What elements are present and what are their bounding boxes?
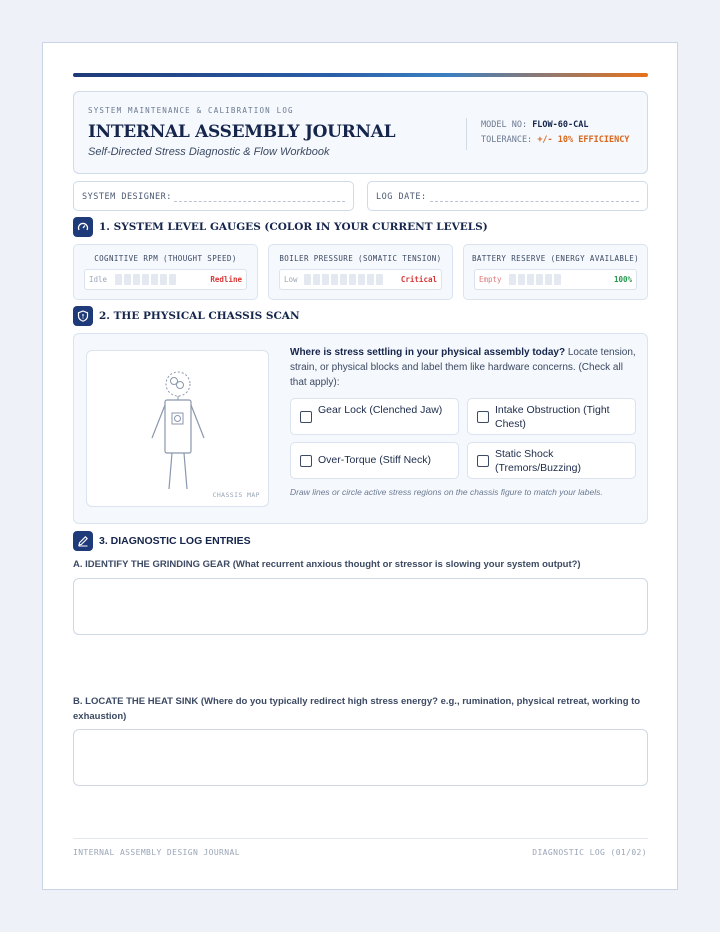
checkbox-intake-obstruction[interactable] [467,398,636,435]
chassis-scan-panel [73,333,648,524]
journal-header [73,91,648,174]
gauge-title: BOILER PRESSURE (SOMATIC TENSION) [279,254,442,263]
checkbox-over-torque[interactable] [290,442,459,479]
gauge-high-label: Critical [400,275,437,284]
journal-page [42,42,678,890]
gauge-cells [509,274,561,285]
checkbox-label: Static Shock (Tremors/Buzzing) [495,448,581,474]
checkbox-label: Gear Lock (Clenched Jaw) [318,404,443,416]
chassis-map[interactable] [86,350,269,507]
shield-icon [73,306,93,326]
section-3-title: 3. DIAGNOSTIC LOG ENTRIES [99,535,251,547]
answer-a-box[interactable] [73,578,648,635]
tolerance-label: TOLERANCE: [481,135,533,145]
gauge-low-label: Idle [89,275,108,284]
log-date-label: LOG DATE: [376,192,427,202]
model-meta [466,118,629,150]
question-a-label: A. IDENTIFY THE GRINDING GEAR (What recurrent anxious thought or stressor is slowing your system output?) [73,559,581,570]
chassis-prompt [290,345,640,390]
chassis-map-caption: CHASSIS MAP [212,491,260,499]
gauge-bar[interactable] [84,269,247,290]
accent-gradient-bar [73,73,648,77]
checkbox-static-shock[interactable] [467,442,636,479]
pencil-icon [73,531,93,551]
gauge-low-label: Low [284,275,298,284]
checkbox-label: Intake Obstruction (Tight Chest) [495,404,610,430]
log-date-line [430,201,639,202]
system-designer-line [174,201,345,202]
gauge-title: BATTERY RESERVE (ENERGY AVAILABLE) [471,254,640,263]
question-b-label: B. LOCATE THE HEAT SINK (Where do you typically redirect high stress energy? e.g., rumination, physical retreat, working to exhaustion) [73,696,641,722]
gauge-title: COGNITIVE RPM (THOUGHT SPEED) [94,254,237,263]
gauge-bar[interactable] [474,269,637,290]
gauge-high-label: 100% [613,275,632,284]
checkbox-square[interactable] [477,455,489,467]
footer-left: INTERNAL ASSEMBLY DESIGN JOURNAL [73,848,240,857]
checkbox-square[interactable] [477,411,489,423]
section-2-title: 2. THE PHYSICAL CHASSIS SCAN [99,310,300,322]
gauge-bar[interactable] [279,269,442,290]
footer-divider [73,838,648,839]
gauge-low-label: Empty [479,275,502,284]
model-label: MODEL NO: [481,120,528,130]
answer-b-box[interactable] [73,729,648,786]
gauge-cells [304,274,383,285]
gauge-cognitive-rpm[interactable] [73,244,258,300]
footer-right: DIAGNOSTIC LOG (01/02) [532,848,647,857]
robot-figure-icon [87,351,270,508]
checkbox-square[interactable] [300,455,312,467]
chassis-prompt-bold: Where is stress settling in your physical assembly today? [290,347,566,358]
gauge-boiler-pressure[interactable] [268,244,453,300]
gauge-cells [115,274,176,285]
checkbox-label: Over-Torque (Stiff Neck) [318,454,432,466]
page-subtitle: Self-Directed Stress Diagnostic & Flow Workbook [88,146,330,158]
page-title: INTERNAL ASSEMBLY JOURNAL [88,122,396,142]
log-date-field[interactable] [367,181,648,211]
model-value: FLOW-60-CAL [532,120,589,130]
chassis-prompt-rest: Locate tension, strain, or physical blocks and label them like hardware concerns. (Check all that apply): [290,347,636,388]
section-1-title: 1. SYSTEM LEVEL GAUGES (COLOR IN YOUR CURRENT LEVELS) [99,221,488,233]
header-eyebrow: SYSTEM MAINTENANCE & CALIBRATION LOG [88,106,294,115]
gauge-high-label: Redline [210,275,242,284]
checkbox-gear-lock[interactable] [290,398,459,435]
gauge-battery-reserve[interactable] [463,244,648,300]
checkbox-square[interactable] [300,411,312,423]
tolerance-value: +/- 10% EFFICIENCY [537,135,630,145]
system-designer-field[interactable] [73,181,354,211]
system-designer-label: SYSTEM DESIGNER: [82,192,172,202]
chassis-hint: Draw lines or circle active stress regions on the chassis figure to match your labels. [290,487,603,497]
gauge-icon [73,217,93,237]
